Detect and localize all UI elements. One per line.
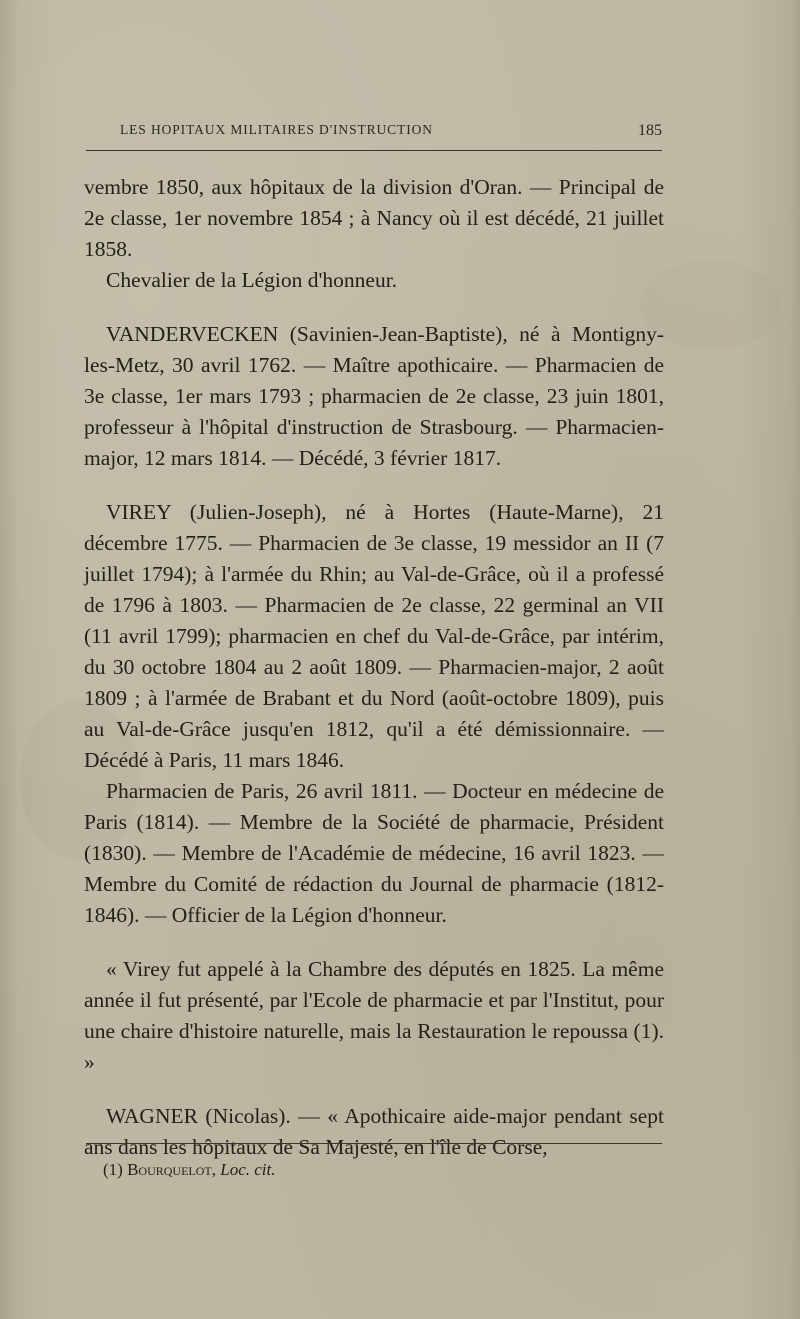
- footnote-marker: (1): [103, 1160, 123, 1179]
- footnote-reference: Loc. cit.: [220, 1160, 276, 1179]
- paragraph-distinction: Chevalier de la Légion d'honneur.: [106, 268, 398, 292]
- page-number: 185: [638, 122, 662, 139]
- header-rule: [86, 150, 662, 151]
- running-head: LES HOPITAUX MILITAIRES D'INSTRUCTION: [120, 122, 433, 137]
- paragraph-virey: VIREY (Julien-Joseph), né à Hortes (Haute-Marne), 21 décembre 1775. — Pharmacien de 3e classe, 19 messidor an II (7 juillet 1794); à l'armée du Rhin; au Val-de-Grâce, où il a professé de 1796 à 1803. — Pharmacien de 2e classe, 22 germinal an VII (11 avril 1799); pharmacien en chef du Val-de-Grâce, par intérim, du 30 octobre 1804 au 2 août 1809. — Pharmacien-major, 2 août 1809 ; à l'armée de Brabant et du Nord (août-octobre 1809), puis au Val-de-Grâce jusqu'en 1812, qu'il a été démissionnaire. — Décédé à Paris, 11 mars 1846.: [84, 500, 664, 772]
- paragraph-virey-career: Pharmacien de Paris, 26 avril 1811. — Docteur en médecine de Paris (1814). — Membre de la Société de pharmacie, Président (1830). — Membre de l'Académie de médecine, 16 avril 1823. — Membre du Comité de rédaction du Journal de pharmacie (1812-1846). — Officier de la Légion d'honneur.: [84, 779, 664, 927]
- paragraph-vandervecken: VANDERVECKEN (Savinien-Jean-Baptiste), né à Montigny-les-Metz, 30 avril 1762. — Maître apothicaire. — Pharmacien de 3e classe, 1er mars 1793 ; pharmacien de 2e classe, 23 juin 1801, professeur à l'hôpital d'instruction de Strasbourg. — Pharmacien-major, 12 mars 1814. — Décédé, 3 février 1817.: [84, 322, 664, 470]
- body-text: [84, 172, 664, 1163]
- paragraph-virey-quote: « Virey fut appelé à la Chambre des députés en 1825. La même année il fut présenté, par l'Ecole de pharmacie et par l'Institut, pour une chaire d'histoire naturelle, mais la Restauration le repoussa (1). »: [84, 957, 664, 1074]
- paragraph-continuation: vembre 1850, aux hôpitaux de la division d'Oran. — Principal de 2e classe, 1er novembre 1854 ; à Nancy où il est décédé, 21 juillet 1858.: [84, 175, 664, 261]
- footnote: [103, 1160, 276, 1180]
- paragraph-wagner: WAGNER (Nicolas). — « Apothicaire aide-major pendant sept ans dans les hôpitaux de Sa Majesté, en l'île de Corse,: [84, 1104, 664, 1159]
- footnote-rule: [86, 1143, 662, 1144]
- footnote-author: Bourquelot,: [127, 1160, 216, 1179]
- page-header: [86, 122, 662, 142]
